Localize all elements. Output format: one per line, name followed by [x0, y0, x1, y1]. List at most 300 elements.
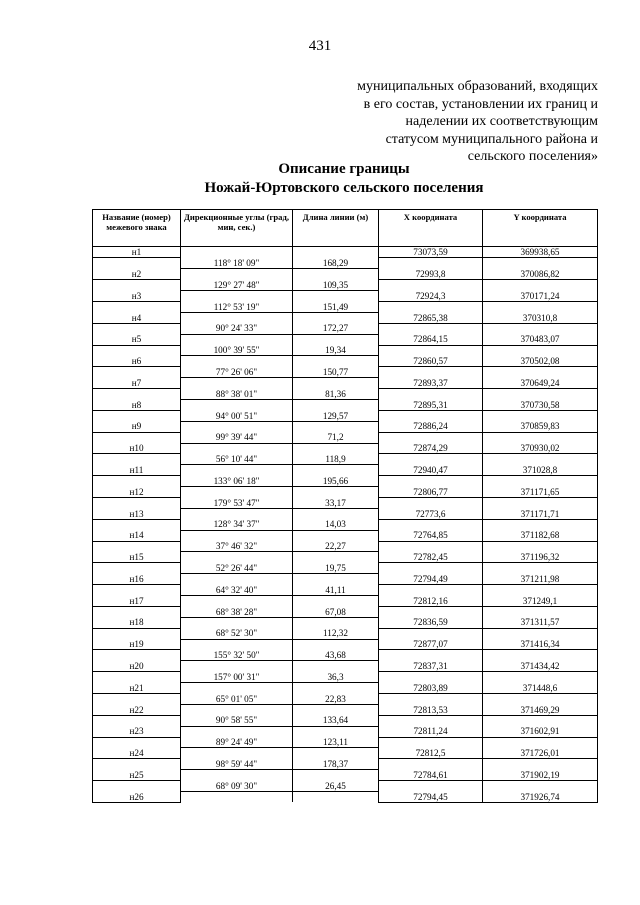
empty-cell: [483, 585, 598, 596]
empty-cell: [181, 574, 293, 585]
table-row: [93, 617, 598, 628]
empty-cell: [293, 726, 379, 737]
table-row: [93, 781, 598, 792]
table-row: [93, 650, 598, 661]
point-y: 370930,02: [483, 443, 598, 454]
empty-cell: [483, 301, 598, 312]
empty-cell: [483, 410, 598, 421]
empty-cell: [379, 672, 483, 683]
table-row: [93, 759, 598, 770]
point-name: н9: [93, 421, 181, 432]
table-row: [93, 563, 598, 574]
segment-length: 14,03: [293, 519, 379, 530]
point-name: н7: [93, 378, 181, 389]
segment-angle: 99° 39' 44": [181, 432, 293, 443]
segment-angle: 77° 26' 06": [181, 367, 293, 378]
boundary-table: [92, 209, 598, 803]
empty-cell: [181, 269, 293, 280]
segment-length: 112,32: [293, 628, 379, 639]
point-y: 371902,19: [483, 770, 598, 781]
point-name: н14: [93, 530, 181, 541]
empty-cell: [293, 639, 379, 650]
table-row: [93, 367, 598, 378]
empty-cell: [93, 519, 181, 530]
empty-cell: [181, 378, 293, 389]
point-x: 72860,57: [379, 356, 483, 367]
segment-angle: 56° 10' 44": [181, 454, 293, 465]
table-row: [93, 258, 598, 269]
point-x: 72895,31: [379, 399, 483, 410]
segment-angle: 133° 06' 18": [181, 476, 293, 487]
intro-text: [357, 78, 598, 166]
point-x: 72924,3: [379, 291, 483, 302]
segment-length: 43,68: [293, 650, 379, 661]
empty-cell: [379, 410, 483, 421]
intro-line: в его состав, установлении их границ и: [363, 96, 598, 112]
point-y: 371196,32: [483, 552, 598, 563]
table-row: [93, 334, 598, 345]
point-x: 72865,38: [379, 312, 483, 323]
section-heading: [0, 160, 640, 198]
table-row: [93, 792, 598, 803]
segment-angle: 90° 24' 33": [181, 323, 293, 334]
table-row: [93, 465, 598, 476]
point-y: 370859,83: [483, 421, 598, 432]
segment-angle: 128° 34' 37": [181, 519, 293, 530]
segment-length: 195,66: [293, 476, 379, 487]
point-x: 72794,49: [379, 574, 483, 585]
empty-cell: [93, 585, 181, 596]
segment-angle: 179° 53' 47": [181, 497, 293, 508]
segment-angle: 37° 46' 32": [181, 541, 293, 552]
empty-cell: [379, 541, 483, 552]
table-row: [93, 247, 598, 258]
empty-cell: [293, 617, 379, 628]
point-name: н13: [93, 508, 181, 519]
point-x: 72806,77: [379, 487, 483, 498]
segment-angle: 94° 00' 51": [181, 410, 293, 421]
table-row: [93, 672, 598, 683]
point-name: н26: [93, 792, 181, 803]
segment-length: 33,17: [293, 497, 379, 508]
point-x: 72877,07: [379, 639, 483, 650]
table-row: [93, 269, 598, 280]
segment-length: 22,27: [293, 541, 379, 552]
table-row: [93, 715, 598, 726]
empty-cell: [483, 541, 598, 552]
point-x: 72874,29: [379, 443, 483, 454]
point-x: 72773,6: [379, 508, 483, 519]
empty-cell: [379, 650, 483, 661]
point-name: н17: [93, 596, 181, 607]
table-row: [93, 443, 598, 454]
point-y: 370649,24: [483, 378, 598, 389]
empty-cell: [379, 454, 483, 465]
point-x: 72811,24: [379, 726, 483, 737]
point-x: 72836,59: [379, 617, 483, 628]
page-number: 431: [308, 38, 332, 54]
segment-length: 168,29: [293, 258, 379, 269]
segment-angle: 68° 38' 28": [181, 606, 293, 617]
empty-cell: [93, 563, 181, 574]
table-row: [93, 323, 598, 334]
segment-angle: 155° 32' 50": [181, 650, 293, 661]
point-y: 371926,74: [483, 792, 598, 803]
table-row: [93, 541, 598, 552]
point-y: 371249,1: [483, 596, 598, 607]
point-x: 72864,15: [379, 334, 483, 345]
segment-length: 19,75: [293, 563, 379, 574]
point-x: 72803,89: [379, 683, 483, 694]
point-name: н18: [93, 617, 181, 628]
segment-length: 22,83: [293, 694, 379, 705]
point-y: 371171,65: [483, 487, 598, 498]
table-body: [93, 247, 598, 803]
table-row: [93, 280, 598, 291]
point-x: 72886,24: [379, 421, 483, 432]
point-name: н6: [93, 356, 181, 367]
segment-length: 123,11: [293, 737, 379, 748]
point-name: н10: [93, 443, 181, 454]
segment-length: 178,37: [293, 759, 379, 770]
empty-cell: [293, 291, 379, 302]
empty-cell: [483, 606, 598, 617]
empty-cell: [379, 737, 483, 748]
point-x: 72813,53: [379, 704, 483, 715]
table-row: [93, 508, 598, 519]
empty-cell: [379, 345, 483, 356]
table-row: [93, 596, 598, 607]
empty-cell: [379, 323, 483, 334]
empty-cell: [483, 389, 598, 400]
table-row: [93, 704, 598, 715]
empty-cell: [93, 454, 181, 465]
empty-cell: [293, 334, 379, 345]
empty-cell: [483, 258, 598, 269]
empty-cell: [379, 563, 483, 574]
segment-angle: 100° 39' 55": [181, 345, 293, 356]
empty-cell: [379, 519, 483, 530]
empty-cell: [483, 672, 598, 683]
empty-cell: [483, 432, 598, 443]
empty-cell: [93, 280, 181, 291]
empty-cell: [181, 356, 293, 367]
segment-length: 150,77: [293, 367, 379, 378]
table-row: [93, 389, 598, 400]
empty-cell: [379, 694, 483, 705]
point-x: 72837,31: [379, 661, 483, 672]
empty-cell: [181, 508, 293, 519]
table-row: [93, 661, 598, 672]
table-row: [93, 639, 598, 650]
segment-angle: 88° 38' 01": [181, 389, 293, 400]
empty-cell: [483, 694, 598, 705]
segment-angle: 90° 58' 55": [181, 715, 293, 726]
empty-cell: [293, 399, 379, 410]
empty-cell: [93, 694, 181, 705]
empty-cell: [181, 530, 293, 541]
point-name: н21: [93, 683, 181, 694]
header-y: Y координата: [483, 210, 598, 247]
table-row: [93, 748, 598, 759]
table-row: [93, 378, 598, 389]
heading-line-2: Ножай-Юртовского сельского поселения: [204, 180, 484, 196]
empty-cell: [181, 704, 293, 715]
table-row: [93, 345, 598, 356]
segment-length: 109,35: [293, 280, 379, 291]
empty-cell: [293, 748, 379, 759]
empty-cell: [293, 356, 379, 367]
empty-cell: [181, 312, 293, 323]
header-x: X координата: [379, 210, 483, 247]
empty-cell: [93, 715, 181, 726]
point-name: н8: [93, 399, 181, 410]
segment-length: 36,3: [293, 672, 379, 683]
point-y: 371416,34: [483, 639, 598, 650]
empty-cell: [93, 258, 181, 269]
point-name: н25: [93, 770, 181, 781]
point-y: 371171,71: [483, 508, 598, 519]
table-row: [93, 770, 598, 781]
segment-length: 19,34: [293, 345, 379, 356]
point-y: 370502,08: [483, 356, 598, 367]
point-name: н16: [93, 574, 181, 585]
segment-angle: 89° 24' 49": [181, 737, 293, 748]
point-name: н24: [93, 748, 181, 759]
intro-line: наделении их соответствующим: [405, 114, 598, 129]
table-row: [93, 312, 598, 323]
empty-cell: [379, 258, 483, 269]
empty-cell: [483, 367, 598, 378]
empty-cell: [181, 334, 293, 345]
empty-cell: [93, 476, 181, 487]
segment-angle: 65° 01' 05": [181, 694, 293, 705]
table-header-row: [93, 210, 598, 247]
table-row: [93, 726, 598, 737]
empty-cell: [181, 596, 293, 607]
empty-cell: [293, 552, 379, 563]
table-row: [93, 552, 598, 563]
point-x: 72812,5: [379, 748, 483, 759]
point-name: н3: [93, 291, 181, 302]
segment-angle: 98° 59' 44": [181, 759, 293, 770]
table-row: [93, 585, 598, 596]
segment-length: 71,2: [293, 432, 379, 443]
header-length: Длина линии (м): [293, 210, 379, 247]
segment-angle: 64° 32' 40": [181, 585, 293, 596]
point-x: 72794,45: [379, 792, 483, 803]
empty-cell: [379, 759, 483, 770]
table-row: [93, 683, 598, 694]
point-name: н11: [93, 465, 181, 476]
point-y: 370171,24: [483, 291, 598, 302]
empty-cell: [181, 770, 293, 781]
empty-cell: [379, 497, 483, 508]
point-y: 370730,58: [483, 399, 598, 410]
table-row: [93, 399, 598, 410]
table-row: [93, 291, 598, 302]
empty-cell: [483, 628, 598, 639]
empty-cell: [483, 737, 598, 748]
empty-cell: [483, 497, 598, 508]
point-name: н4: [93, 312, 181, 323]
segment-length: 133,64: [293, 715, 379, 726]
table-row: [93, 410, 598, 421]
empty-cell: [93, 650, 181, 661]
empty-cell: [379, 781, 483, 792]
point-x: 72812,16: [379, 596, 483, 607]
empty-cell: [379, 301, 483, 312]
point-y: 371602,91: [483, 726, 598, 737]
point-x: 72764,85: [379, 530, 483, 541]
segment-angle: 112° 53' 19": [181, 301, 293, 312]
empty-cell: [93, 781, 181, 792]
empty-cell: [181, 748, 293, 759]
point-name: н12: [93, 487, 181, 498]
empty-cell: [293, 508, 379, 519]
empty-cell: [181, 421, 293, 432]
point-name: н2: [93, 269, 181, 280]
table-row: [93, 497, 598, 508]
point-y: 370483,07: [483, 334, 598, 345]
empty-cell: [93, 497, 181, 508]
empty-cell: [181, 552, 293, 563]
empty-cell: [379, 432, 483, 443]
empty-cell: [483, 650, 598, 661]
empty-cell: [379, 367, 483, 378]
table-row: [93, 737, 598, 748]
segment-length: 172,27: [293, 323, 379, 334]
point-y: 371028,8: [483, 465, 598, 476]
point-x: 72993,8: [379, 269, 483, 280]
empty-cell: [293, 530, 379, 541]
segment-angle: 118° 18' 09": [181, 258, 293, 269]
point-y: 370086,82: [483, 269, 598, 280]
segment-angle: 68° 09' 30": [181, 781, 293, 792]
point-y: 371182,68: [483, 530, 598, 541]
empty-cell: [93, 410, 181, 421]
empty-cell: [293, 378, 379, 389]
empty-cell: [93, 628, 181, 639]
point-name: н1: [93, 247, 181, 258]
empty-cell: [293, 421, 379, 432]
empty-cell: [293, 487, 379, 498]
table-row: [93, 628, 598, 639]
point-y: 371448,6: [483, 683, 598, 694]
empty-cell: [483, 454, 598, 465]
intro-line: муниципальных образований, входящих: [357, 79, 598, 94]
empty-cell: [93, 759, 181, 770]
table-row: [93, 606, 598, 617]
empty-cell: [293, 704, 379, 715]
empty-cell: [483, 323, 598, 334]
point-y: 370310,8: [483, 312, 598, 323]
table-row: [93, 432, 598, 443]
empty-cell: [483, 563, 598, 574]
segment-length: 151,49: [293, 301, 379, 312]
empty-cell: [379, 389, 483, 400]
empty-cell: [181, 726, 293, 737]
intro-line: сельского поселения»: [467, 149, 598, 164]
empty-cell: [93, 301, 181, 312]
point-x: 73073,59: [379, 247, 483, 258]
point-x: 72893,37: [379, 378, 483, 389]
empty-cell: [293, 574, 379, 585]
point-x: 72782,45: [379, 552, 483, 563]
point-y: 371211,98: [483, 574, 598, 585]
segment-length: 67,08: [293, 606, 379, 617]
table-row: [93, 421, 598, 432]
empty-cell: [181, 247, 293, 258]
point-name: н22: [93, 704, 181, 715]
empty-cell: [379, 280, 483, 291]
empty-cell: [93, 606, 181, 617]
empty-cell: [93, 345, 181, 356]
point-x: 72784,61: [379, 770, 483, 781]
table-row: [93, 694, 598, 705]
empty-cell: [181, 291, 293, 302]
table-row: [93, 356, 598, 367]
segment-angle: 52° 26' 44": [181, 563, 293, 574]
header-angle: Дирекционные углы (град, мин, сек.): [181, 210, 293, 247]
point-y: 371434,42: [483, 661, 598, 672]
empty-cell: [379, 476, 483, 487]
segment-length: 129,57: [293, 410, 379, 421]
segment-angle: 68° 52' 30": [181, 628, 293, 639]
empty-cell: [293, 683, 379, 694]
empty-cell: [181, 399, 293, 410]
segment-angle: 129° 27' 48": [181, 280, 293, 291]
empty-cell: [181, 639, 293, 650]
point-name: н20: [93, 661, 181, 672]
point-y: 371311,57: [483, 617, 598, 628]
point-y: 369938,65: [483, 247, 598, 258]
empty-cell: [293, 247, 379, 258]
table-row: [93, 530, 598, 541]
segment-length: 81,36: [293, 389, 379, 400]
point-y: 371469,29: [483, 704, 598, 715]
empty-cell: [379, 606, 483, 617]
intro-line: статусом муниципального района и: [385, 131, 598, 147]
empty-cell: [293, 465, 379, 476]
empty-cell: [483, 280, 598, 291]
empty-cell: [181, 683, 293, 694]
empty-cell: [181, 487, 293, 498]
empty-cell: [93, 432, 181, 443]
segment-length: 26,45: [293, 781, 379, 792]
segment-length: 118,9: [293, 454, 379, 465]
empty-cell: [93, 389, 181, 400]
empty-cell: [483, 759, 598, 770]
point-x: 72940,47: [379, 465, 483, 476]
heading-line-1: Описание границы: [278, 161, 410, 177]
empty-cell: [93, 672, 181, 683]
header-name: Название (номер) межевого знака: [93, 210, 181, 247]
table-row: [93, 476, 598, 487]
empty-cell: [293, 269, 379, 280]
point-name: н15: [93, 552, 181, 563]
empty-cell: [181, 617, 293, 628]
table-row: [93, 487, 598, 498]
point-name: н19: [93, 639, 181, 650]
empty-cell: [379, 715, 483, 726]
table-row: [93, 519, 598, 530]
empty-cell: [93, 367, 181, 378]
empty-cell: [181, 792, 293, 803]
empty-cell: [293, 596, 379, 607]
empty-cell: [379, 585, 483, 596]
empty-cell: [483, 519, 598, 530]
